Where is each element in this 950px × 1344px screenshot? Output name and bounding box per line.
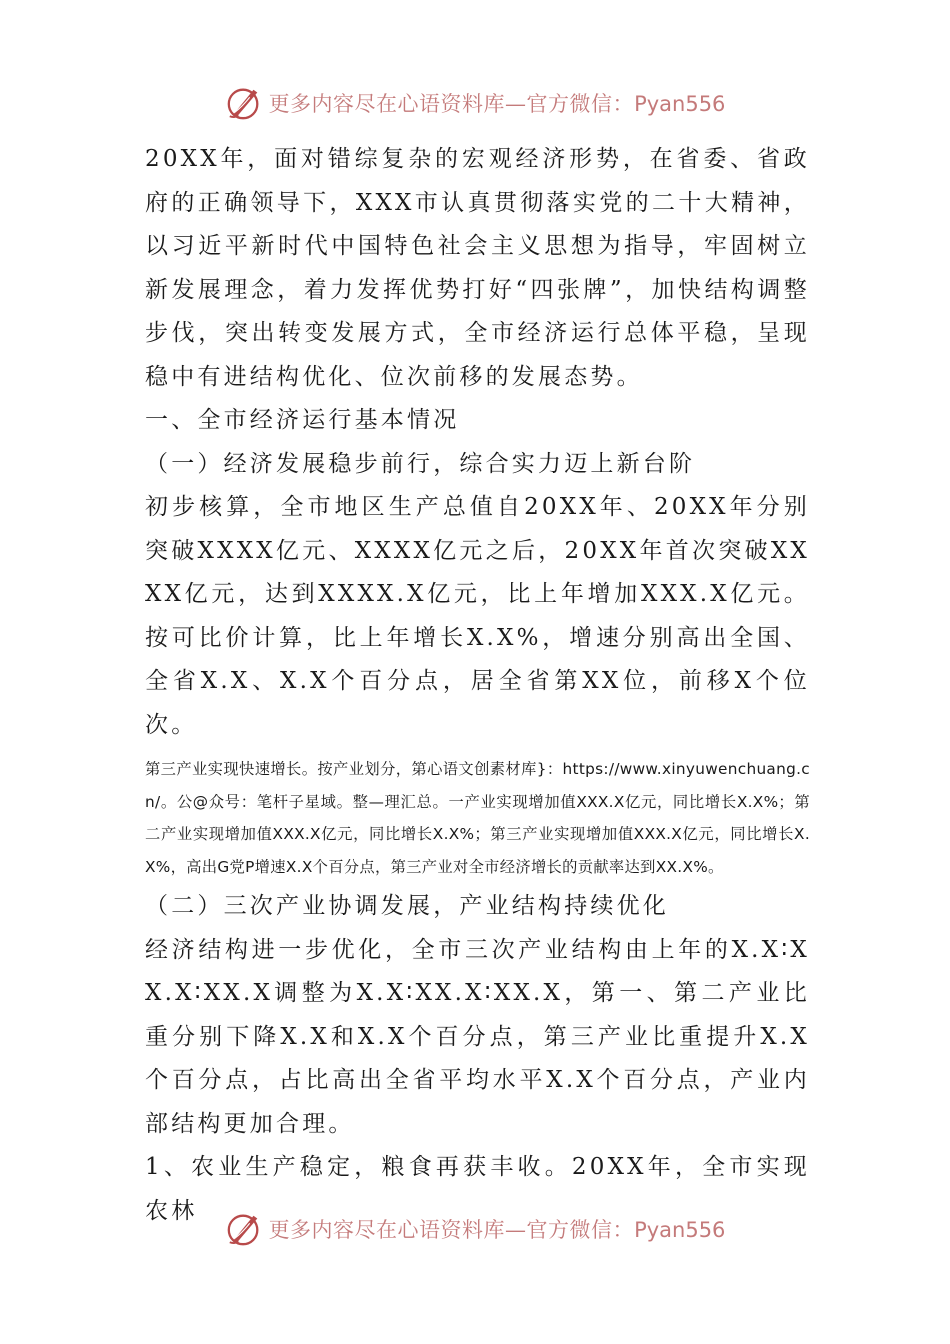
watermark-text: 更多内容尽在心语资料库—官方微信：Pyan556 — [268, 92, 726, 116]
subsection-heading-2: （二）三次产业协调发展，产业结构持续优化 — [145, 893, 669, 920]
structure-paragraph: 经济结构进一步优化，全市三次产业结构由上年的X.X∶XX.X∶XX.X调整为X.X∶XX.X∶XX.X，第一、第二产业比重分别下降X.X和X.X个百分点，第三产业比重提升X.X个百分点，占比高出全省平均水平X.X个百分点，产业内部结构更加合理。 — [145, 936, 810, 1137]
quill-pen-logo-icon — [225, 1210, 263, 1248]
watermark-text: 更多内容尽在心语资料库—官方微信：Pyan556 — [268, 1218, 726, 1242]
section-heading: 一、全市经济运行基本情况 — [145, 407, 460, 433]
header-watermark — [0, 84, 950, 122]
quill-pen-logo-icon — [225, 84, 263, 122]
subsection-heading-1: （一）经济发展稳步前行，综合实力迈上新台阶 — [145, 450, 696, 477]
watermark-handle: Pyan556 — [634, 1218, 726, 1242]
watermark-handle: Pyan556 — [634, 92, 726, 116]
intro-paragraph: 20XX年，面对错综复杂的宏观经济形势，在省委、省政府的正确领导下，XXX市认真贯彻落实党的二十大精神，以习近平新时代中国特色社会主义思想为指导，牢固树立新发展理念，着力发挥优势打好“四张牌”，加快结构调整步伐，突出转变发展方式，全市经济运行总体平稳，呈现稳中有进结构优化、位次前移的发展态势。 — [145, 146, 810, 390]
footer-watermark — [0, 1210, 950, 1248]
document-body — [145, 138, 810, 1233]
agriculture-paragraph: 1、农业生产稳定，粮食再获丰收。20XX年，全市实现农林 — [145, 1154, 810, 1224]
tertiary-industry-paragraph: 第三产业实现快速增长。按产业划分，第心语文创素材库}：https://www.xinyuwenchuang.cn/。公@众号：笔杆子星域。整—理汇总。一产业实现增加值XXX.X亿元，同比增长X.X%；第二产业实现增加值XXX.X亿元，同比增长X.X%；第三产业实现增加值XXX.X亿元，同比增长X.X%，高出G党P增速X.X个百分点，第三产业对全市经济增长的贡献率达到XX.X%。 — [145, 760, 810, 876]
gdp-paragraph: 初步核算，全市地区生产总值自20XX年、20XX年分别突破XXXX亿元、XXXX亿元之后，20XX年首次突破XXXX亿元，达到XXXX.X亿元，比上年增加XXX.X亿元。按可比价计算，比上年增长X.X%，增速分别高出全国、全省X.X、X.X个百分点，居全省第XX位，前移X个位次。 — [145, 494, 810, 738]
